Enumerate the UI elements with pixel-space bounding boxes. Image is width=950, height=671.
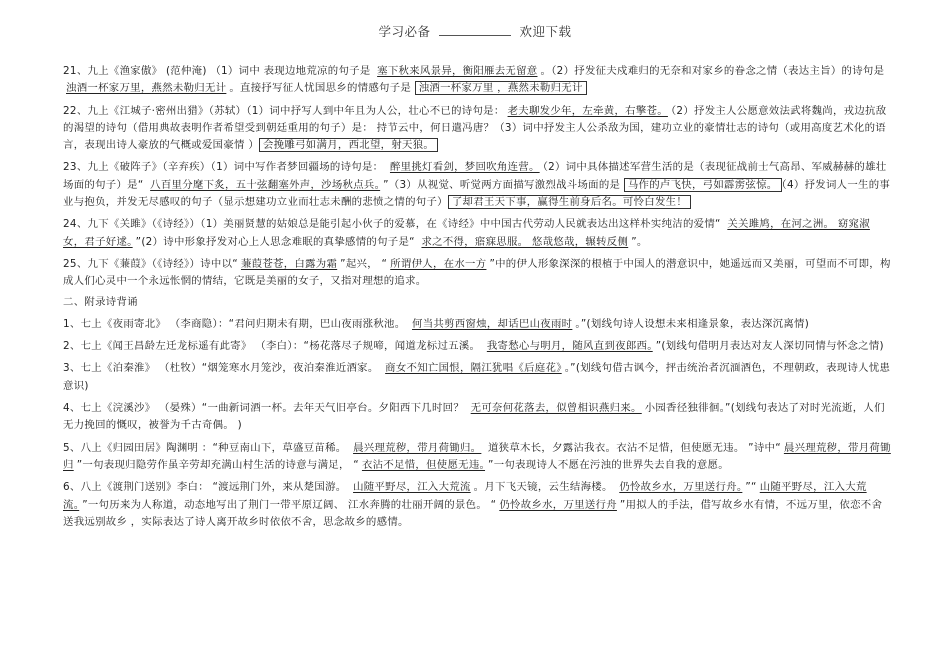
text-segment: 4、七上《浣溪沙》 （晏殊）“一曲新词酒一杯。去年天气旧亭台。夕阳西下几时回？ bbox=[63, 402, 468, 415]
text-segment: 。（2）抒发征夫戍难归的无奈和对家乡的眷念之情（表达主旨）的诗句是 bbox=[540, 65, 885, 77]
text-segment: ”“ bbox=[745, 481, 757, 494]
text-segment: 24、九下《关雎》（《诗经》）（1）美丽贤慧的姑娘总是能引起小伙子的爱慕，在《诗经》中中国古代劳动人民就表达出这样朴实纯洁的爱情“ bbox=[63, 218, 725, 231]
underlined-answer: 山随平野尽，江入大荒流。 bbox=[63, 481, 867, 511]
underlined-answer: 商女不知亡国恨，隔江犹唱《后庭花》 bbox=[385, 362, 562, 375]
underlined-answer: 仍怜故乡水，万里送行舟 bbox=[499, 498, 617, 511]
underlined-answer: 衣沾不足惜，但使愿无违。 bbox=[361, 458, 486, 471]
boxed-answer: 浊酒一杯家万里 ，燕然未勒归无计 bbox=[415, 81, 587, 95]
text-segment: 22、九上《江城子·密州出猎》（苏轼）（1）词中抒写人到中年且为人公，壮心不已的诗句是： bbox=[63, 104, 505, 117]
boxed-answer: 马作的卢飞快，弓如霹雳弦惊。 bbox=[624, 178, 782, 192]
item-21 bbox=[63, 63, 891, 98]
document-body bbox=[63, 63, 891, 536]
boxed-answer: 会挽雕弓如满月，西北望，射天狼。 bbox=[259, 138, 438, 152]
underlined-answer: 塞下秋来风景异，衡阳雁去无留意 bbox=[377, 65, 538, 77]
appendix-item-5 bbox=[63, 440, 891, 475]
text-segment: 5、八上《归园田居》陶渊明 ：“种豆南山下，草盛豆苗稀。 bbox=[63, 441, 351, 454]
text-segment: ”(划线句借明月表达对友人深切同情与怀念之情) bbox=[655, 340, 884, 353]
underlined-answer: 所谓伊人，在水一方 bbox=[390, 257, 487, 270]
header-rule bbox=[439, 23, 511, 36]
header-right-text: 欢迎下载 bbox=[519, 24, 572, 39]
text-segment: ”中的伊人形象深深的根植于中国人的潜意识中，她遥远而又美丽，可望而不可即，构成人们心灵中一个永远怅惘的情结，它既是美丽的女子，又指对理想的追求。 bbox=[63, 257, 891, 288]
underlined-answer: 蒹葭苍苍，白露为霜 bbox=[240, 257, 338, 270]
text-segment: 23、九上《破阵子》（辛弃疾）（1）词中写作者梦回疆场的诗句是： bbox=[63, 161, 387, 174]
underlined-answer: 无可奈何花落去，似曾相识燕归来。 bbox=[470, 402, 642, 415]
text-segment: ”（3）从视觉、听觉两方面描写激烈战斗场面的是 bbox=[383, 178, 624, 191]
underlined-answer: 老夫聊发少年，左牵黄，右擎苍。 bbox=[507, 104, 668, 117]
underlined-answer: 关关雎鸠，在河之洲。 窈窕淑女，君子好逑。 bbox=[63, 218, 870, 248]
underlined-answer: 浊酒一杯家万里，燕然未勒归无计 bbox=[66, 82, 227, 95]
text-segment: （2）抒发主人公愿意效法武将魏尚，戎边抗敌的渴望的诗句（借用典故表明作者希望受到朝廷重用的句子）是： 持节云中，何日遣冯唐？（3）词中抒发主人公杀敌为国，建功立业的豪情壮志的诗句（或用高度艺术化的语言，表现出诗人豪放的气概或爱国豪情 ） bbox=[63, 104, 887, 152]
underlined-answer: 晨兴理荒秽，带月荷锄归。 bbox=[353, 441, 482, 454]
text-segment: （4）抒发词人一生的事业与抱负，并发无尽感叹的句子（显示想建功立业而壮志未酬的悲愤之情的句子） bbox=[63, 178, 891, 209]
section-heading: 二、附录诗背诵 bbox=[63, 295, 138, 308]
item-22 bbox=[63, 103, 891, 155]
boxed-answer: 了却君王天下事，赢得生前身后名。可怜白发生！ bbox=[448, 195, 691, 209]
underlined-answer: 晨兴理荒秽，带月荷锄归 bbox=[63, 441, 891, 471]
text-segment: 。”(划线句借古讽今，抨击统治者沉湎酒色，不理朝政，表现诗人忧患意识) bbox=[63, 362, 891, 392]
text-segment: 。”(划线句诗人设想未来相逢景象，表达深沉离情) bbox=[575, 317, 810, 330]
text-segment: 小园香径独徘徊。”(划线句表达了对时光流逝，人们无力挽回的慨叹，被誉为千古奇偶。 ) bbox=[63, 402, 885, 432]
underlined-answer: 求之不得，寤寐思服。 悠哉悠哉，辗转反侧 bbox=[421, 235, 629, 248]
appendix-item-1 bbox=[63, 316, 891, 333]
text-segment: ”一句表现归隐劳作虽辛劳却充满山村生活的诗意与满足， “ bbox=[76, 458, 359, 471]
text-segment: 1、七上《夜雨寄北》 （李商隐）：“君问归期未有期，巴山夜雨涨秋池。 bbox=[63, 317, 410, 330]
text-segment: 25、九下《蒹葭》（《诗经》）诗中以“ bbox=[63, 257, 238, 270]
appendix-item-6 bbox=[63, 479, 891, 531]
underlined-answer: 我寄愁心与明月，随风直到夜郎西。 bbox=[486, 340, 653, 353]
text-segment: （2）词中具体描述军营生活的是（表现征战前士气高昂、军威赫赫的雄壮场面的句子）是“ bbox=[63, 161, 887, 191]
text-segment: 6、八上《渡荆门送别》李白： “渡远荆门外，来从楚国游。 bbox=[63, 481, 351, 494]
text-segment: ”起兴， “ bbox=[340, 257, 388, 270]
header-left-text: 学习必备 bbox=[378, 24, 431, 39]
text-segment: ”用拟人的手法，借写故乡水有情，不远万里，依恋不舍送我远别故乡 ，实际表达了诗人离开故乡时依依不舍，思念故乡的感情。 bbox=[63, 498, 883, 528]
page-header bbox=[0, 22, 950, 40]
underlined-answer: 山随平野尽，江入大荒流 bbox=[353, 481, 471, 494]
appendix-item-2 bbox=[63, 338, 891, 355]
item-25 bbox=[63, 256, 891, 291]
text-segment: 。月下飞天镜，云生结海楼。 bbox=[473, 481, 617, 494]
text-segment: ”一句历来为人称道，动态地写出了荆门一带平原辽阔、 江水奔腾的壮丽开阔的景色。 “ bbox=[82, 498, 497, 511]
text-segment: ”一句表现诗人不愿在污浊的世界失去自我的意愿。 bbox=[488, 458, 729, 471]
text-segment: ”(2）诗中形象抒发对心上人思念难眠的真挚感情的句子是“ bbox=[135, 235, 419, 248]
appendix-item-3 bbox=[63, 360, 891, 395]
underlined-answer: 仍怜故乡水，万里送行舟。 bbox=[619, 481, 743, 494]
text-segment: 3、七上《泊秦淮》 （杜牧）“烟笼寒水月笼沙，夜泊秦淮近酒家。 bbox=[63, 362, 383, 375]
text-segment: 2、七上《闻王昌龄左迁龙标遥有此寄》 （李白）：“杨花落尽子规啼，闻道龙标过五溪。 bbox=[63, 340, 484, 353]
appendix-item-4 bbox=[63, 400, 891, 435]
item-24 bbox=[63, 216, 891, 251]
text-segment: 。直接抒写征人忧国思乡的情感句子是 bbox=[229, 82, 415, 95]
item-23 bbox=[63, 159, 891, 211]
text-segment: 21、九上《渔家傲》 (范仲淹) （1）词中 表现边地荒凉的句子是 bbox=[63, 65, 375, 77]
underlined-answer: 何当共剪西窗烛，却话巴山夜雨时 bbox=[412, 317, 573, 330]
text-segment: 道狭草木长，夕露沾我衣。衣沾不足惜，但使愿无违。 ”诗中“ bbox=[484, 441, 781, 454]
underlined-answer: 八百里分麾下炙，五十弦翻塞外声，沙场秋点兵。 bbox=[150, 178, 381, 191]
text-segment: ”。 bbox=[631, 235, 648, 248]
underlined-answer: 醉里挑灯看剑，梦回吹角连营。 bbox=[389, 161, 540, 174]
